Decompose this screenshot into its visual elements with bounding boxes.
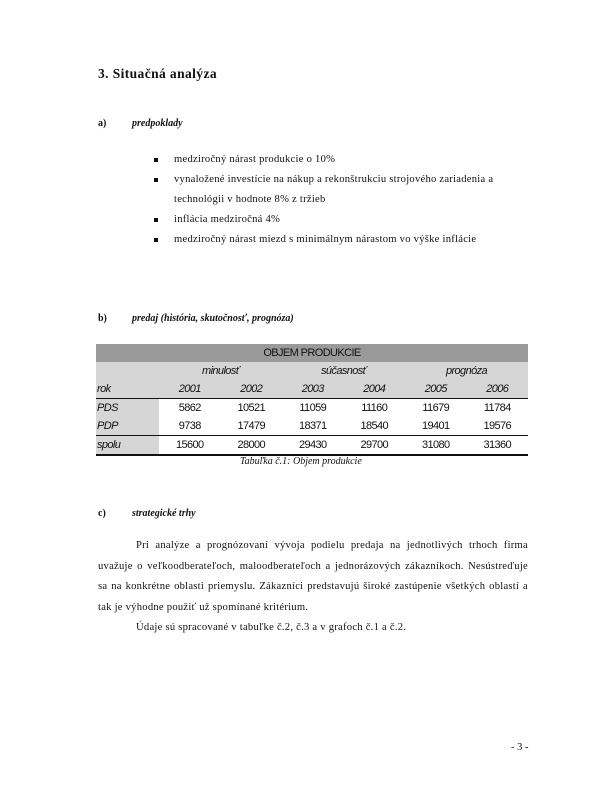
total-row [96, 436, 528, 456]
table-row [96, 399, 528, 418]
year-label: rok [96, 380, 159, 399]
row-label: PDS [96, 399, 159, 418]
section-c-title: strategické trhy [132, 508, 196, 519]
year-cell: 2001 [159, 380, 221, 399]
value-cell: 18540 [360, 420, 389, 432]
paragraph: Pri analýze a prognózovaní vývoja podielu predaja na jednotlivých trhoch firma uvažuje o veľkoodberateľoch, maloodberateľoch a jednorázových zákazníkoch. Nesústreďuje sa na konkrétne oblasti priemyslu. Zákazníci predstavujú široké zastúpenie všetkých oblastí a tak je výhodne použiť už spomínané kritérium. [98, 540, 528, 613]
table-title-row [96, 344, 528, 362]
section-a-title: predpoklady [132, 118, 183, 129]
year-cell: 2003 [282, 380, 344, 399]
period-row [96, 362, 528, 380]
chapter-heading: 3. Situačná analýza [98, 66, 217, 81]
year-row [96, 380, 528, 399]
value-cell: 11160 [361, 402, 388, 414]
period-forecast: prognóza [405, 362, 528, 380]
value-cell: 5862 [178, 402, 201, 414]
body-text [98, 536, 528, 639]
section-a-heading [98, 118, 183, 129]
assumptions-list [152, 150, 522, 250]
section-a-letter: a) [98, 118, 107, 129]
value-cell: 19576 [483, 420, 512, 432]
year-cell: 2005 [405, 380, 467, 399]
section-b-letter: b) [98, 313, 107, 324]
value-cell: 11784 [483, 402, 511, 414]
value-cell: 11059 [299, 402, 327, 414]
table-row [96, 417, 528, 436]
assumption-item: medziročný nárast produkcie o 10% [152, 150, 522, 170]
period-past: minulosť [159, 362, 282, 380]
section-b-title: predaj (história, skutočnosť, prognóza) [132, 313, 294, 324]
section-b-heading [98, 313, 294, 324]
assumption-item: medziročný nárast miezd s minimálnym nárastom vo výške inflácie [152, 230, 522, 250]
year-cell: 2004 [344, 380, 406, 399]
section-c-heading [98, 508, 196, 519]
total-cell: 15600 [159, 436, 221, 456]
total-cell: 29700 [344, 436, 406, 456]
value-cell: 18371 [298, 420, 327, 432]
value-cell: 9738 [178, 420, 201, 432]
section-c-letter: c) [98, 508, 106, 519]
table-title: OBJEM PRODUKCIE [96, 344, 528, 362]
year-cell: 2006 [467, 380, 529, 399]
production-table [96, 344, 528, 456]
paragraph: Údaje sú spracované v tabuľke č.2, č.3 a v grafoch č.1 a č.2. [136, 622, 407, 633]
value-cell: 19401 [421, 420, 450, 432]
value-cell: 10521 [237, 402, 266, 414]
total-cell: 28000 [221, 436, 283, 456]
table-caption: Tabuľka č.1: Objem produkcie [240, 456, 362, 467]
assumption-item: vynaložené investície na nákup a rekonštrukciu strojového zariadenia a technológii v hodnote 8% z tržieb [152, 170, 522, 210]
value-cell: 17479 [237, 420, 266, 432]
period-present: súčasnosť [282, 362, 405, 380]
value-cell: 11679 [422, 402, 450, 414]
total-cell: 31080 [405, 436, 467, 456]
assumption-item: inflácia medziročná 4% [152, 210, 522, 230]
total-label: spolu [96, 436, 159, 456]
page-number: - 3 - [511, 742, 529, 753]
total-cell: 29430 [282, 436, 344, 456]
production-table-wrapper [96, 344, 528, 456]
row-label: PDP [96, 417, 159, 436]
total-cell: 31360 [467, 436, 529, 456]
year-cell: 2002 [221, 380, 283, 399]
